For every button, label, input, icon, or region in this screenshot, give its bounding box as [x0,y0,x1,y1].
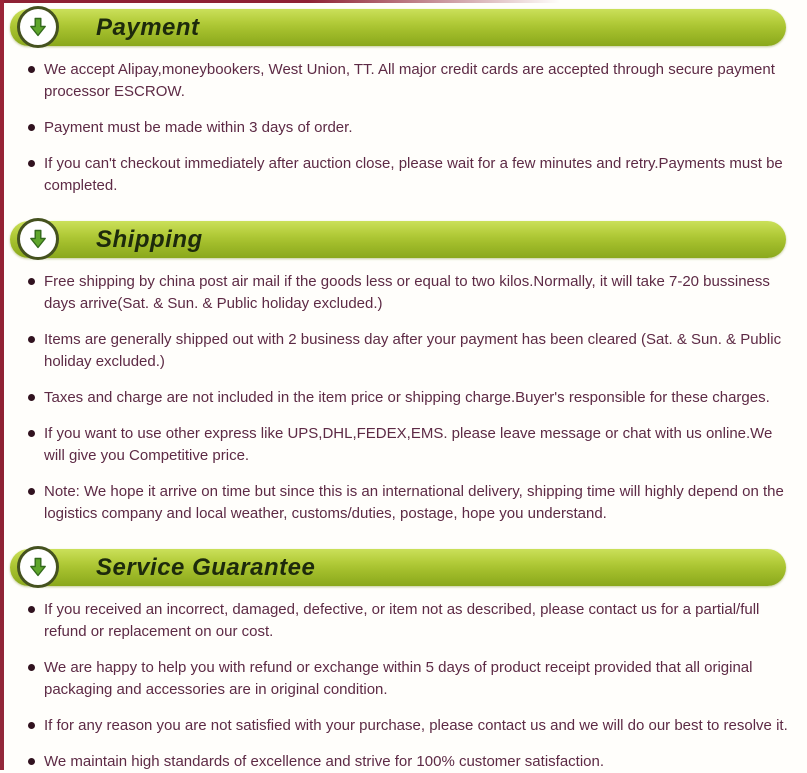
bullet-dot [28,664,35,671]
bullet-dot [28,722,35,729]
bullet-text: Taxes and charge are not included in the item price or shipping charge.Buyer's responsible for these charges. [44,389,770,406]
bullet-item [28,481,793,525]
bullet-item [28,423,793,467]
payment-section [0,9,807,197]
bullet-item [28,117,793,139]
service-guarantee-bullet-list [0,599,807,773]
bullet-dot [28,758,35,765]
bullet-item [28,387,793,409]
bullet-item [28,657,793,701]
shipping-bullet-list [0,271,807,525]
bullet-dot [28,278,35,285]
bullet-dot [28,394,35,401]
section-title-shipping: Shipping [96,225,203,253]
bullet-item [28,599,793,643]
bullet-item [28,715,793,737]
section-title-service-guarantee: Service Guarantee [96,553,316,581]
payment-bullet-list [0,59,807,197]
bullet-text: Items are generally shipped out with 2 business day after your payment has been cleared (Sat. & Sun. & Public holiday excluded.) [44,331,782,370]
bullet-text: We maintain high standards of excellence and strive for 100% customer satisfaction. [44,753,605,770]
bullet-text: If you received an incorrect, damaged, defective, or item not as described, please contact us for a partial/full refund or replacement on our cost. [44,601,760,640]
frame-edge-top [0,0,560,3]
bullet-text: If for any reason you are not satisfied with your purchase, please contact us and we will do our best to resolve it. [44,717,788,734]
bullet-text: Note: We hope it arrive on time but since this is an international delivery, shipping time will highly depend on the logistics company and local weather, customs/duties, postage, hope you understand. [44,483,784,522]
bullet-dot [28,606,35,613]
bullet-text: Payment must be made within 3 days of order. [44,119,353,136]
bullet-text: If you want to use other express like UPS,DHL,FEDEX,EMS. please leave message or chat with us online.We will give you Competitive price. [44,425,773,464]
bullet-text: We accept Alipay,moneybookers, West Union, TT. All major credit cards are accepted through secure payment processor ESCROW. [44,61,775,100]
down-arrow-icon [17,546,59,588]
bullet-text: We are happy to help you with refund or exchange within 5 days of product receipt provided that all original packaging and accessories are in original condition. [44,659,753,698]
bullet-dot [28,336,35,343]
bullet-dot [28,124,35,131]
bullet-item [28,59,793,103]
bullet-dot [28,66,35,73]
down-arrow-icon [17,6,59,48]
bullet-dot [28,488,35,495]
bullet-item [28,329,793,373]
bullet-text: Free shipping by china post air mail if the goods less or equal to two kilos.Normally, it will take 7-20 bussiness days arrive(Sat. & Sun. & Public holiday excluded.) [44,273,770,312]
bullet-text: If you can't checkout immediately after auction close, please wait for a few minutes and retry.Payments must be completed. [44,155,783,194]
down-arrow-icon [17,218,59,260]
service-guarantee-section-header [10,549,786,586]
bullet-item [28,153,793,197]
service-guarantee-section [0,549,807,773]
bullet-dot [28,160,35,167]
shipping-section-header [10,221,786,258]
bullet-dot [28,430,35,437]
section-title-payment: Payment [96,13,200,41]
payment-section-header [10,9,786,46]
bullet-item [28,271,793,315]
shipping-section [0,221,807,525]
frame-edge-left [0,0,4,770]
